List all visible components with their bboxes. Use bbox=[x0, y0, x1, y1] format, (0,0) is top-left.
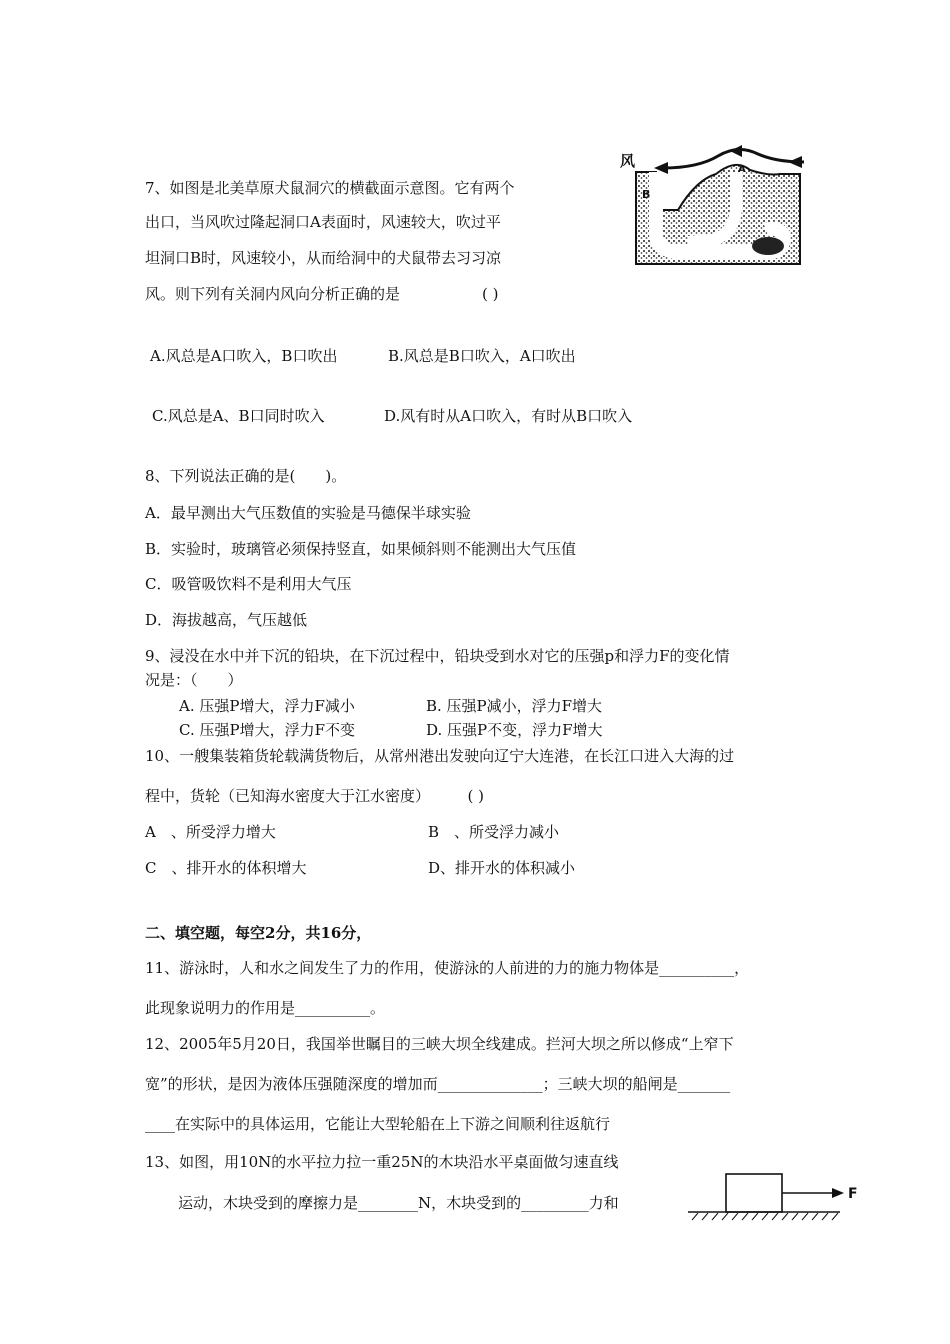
q9-option-d: D. 压强P不变，浮力F增大 bbox=[426, 721, 603, 739]
q7-line-1: 7、如图是北美草原犬鼠洞穴的横截面示意图。它有两个 bbox=[145, 179, 515, 197]
q8-option-c: C．吸管吸饮料不是利用大气压 bbox=[145, 575, 352, 593]
q10-line-1: 10、一艘集装箱货轮载满货物后，从常州港出发驶向辽宁大连港，在长江口进入大海的过 bbox=[145, 747, 735, 765]
section-2-heading: 二、填空题，每空2分，共16分， bbox=[145, 924, 372, 942]
q9-line-2: 况是：（ ） bbox=[145, 671, 243, 689]
q12-line-3: ____在实际中的具体运用，它能让大型轮船在上下游之间顺利往返航行 bbox=[145, 1115, 611, 1133]
q13-line-1: 13、如图，用10N的水平拉力拉一重25N的木块沿水平桌面做匀速直线 bbox=[145, 1153, 619, 1171]
wooden-block bbox=[726, 1174, 782, 1212]
q8-option-d: D．海拔越高，气压越低 bbox=[145, 611, 308, 629]
q10-option-d: D、排开水的体积减小 bbox=[428, 859, 576, 877]
q7-line-4: 风。则下列有关洞内风向分析正确的是 bbox=[145, 285, 401, 303]
q10-line-2: 程中，货轮（已知海水密度大于江水密度） ( ) bbox=[145, 787, 484, 805]
q13-line-2: 运动，木块受到的摩擦力是________N，木块受到的_________力和 bbox=[178, 1194, 619, 1212]
force-arrow-icon bbox=[832, 1188, 844, 1198]
q7-option-d: D.风有时从A口吹入，有时从B口吹入 bbox=[384, 407, 633, 425]
burrow-cross-section-figure bbox=[618, 140, 814, 272]
q7-line-2: 出口，当风吹过隆起洞口A表面时，风速较大，吹过平 bbox=[145, 213, 501, 231]
opening-a-label: A bbox=[738, 164, 746, 175]
q7-answer-paren: ( ) bbox=[482, 285, 499, 303]
opening-b-label: B bbox=[642, 188, 651, 201]
q9-option-a: A. 压强P增大，浮力F减小 bbox=[179, 697, 355, 715]
q7-option-a: A.风总是A口吹入，B口吹出 bbox=[150, 347, 338, 365]
q9-option-b: B. 压强P减小，浮力F增大 bbox=[426, 697, 603, 715]
q8-option-a: A．最早测出大气压数值的实验是马德保半球实验 bbox=[145, 504, 471, 522]
q9-option-c: C. 压强P增大，浮力F不变 bbox=[179, 721, 355, 739]
block-pull-figure bbox=[684, 1166, 864, 1228]
q7-line-3: 坦洞口B时，风速较小，从而给洞中的犬鼠带去习习凉 bbox=[145, 249, 502, 267]
q10-option-a: A 、所受浮力增大 bbox=[145, 823, 276, 841]
force-label: F bbox=[848, 1186, 858, 1202]
q7-option-b: B.风总是B口吹入，A口吹出 bbox=[388, 347, 576, 365]
q12-line-2: 宽”的形状，是因为液体压强随深度的增加而______________；三峡大坝的船闸是_______ bbox=[145, 1075, 731, 1093]
q11-line-1: 11、游泳时，人和水之间发生了力的作用，使游泳的人前进的力的施力物体是__________， bbox=[145, 959, 750, 977]
q7-option-c: C.风总是A、B口同时吹入 bbox=[152, 407, 325, 425]
q8-option-b: B．实验时，玻璃管必须保持竖直，如果倾斜则不能测出大气压值 bbox=[145, 540, 577, 558]
q10-option-c: C 、排开水的体积增大 bbox=[145, 859, 307, 877]
q8-stem: 8、下列说法正确的是( )。 bbox=[145, 467, 347, 485]
q10-option-b: B 、所受浮力减小 bbox=[428, 823, 560, 841]
q12-line-1: 12、2005年5月20日，我国举世瞩目的三峡大坝全线建成。拦河大坝之所以修成“上窄下 bbox=[145, 1035, 734, 1053]
q9-line-1: 9、浸没在水中并下沉的铅块，在下沉过程中，铅块受到水对它的压强p和浮力F的变化情 bbox=[145, 647, 730, 665]
wind-label: 风 bbox=[620, 152, 636, 170]
q11-line-2: 此现象说明力的作用是__________。 bbox=[145, 999, 386, 1017]
